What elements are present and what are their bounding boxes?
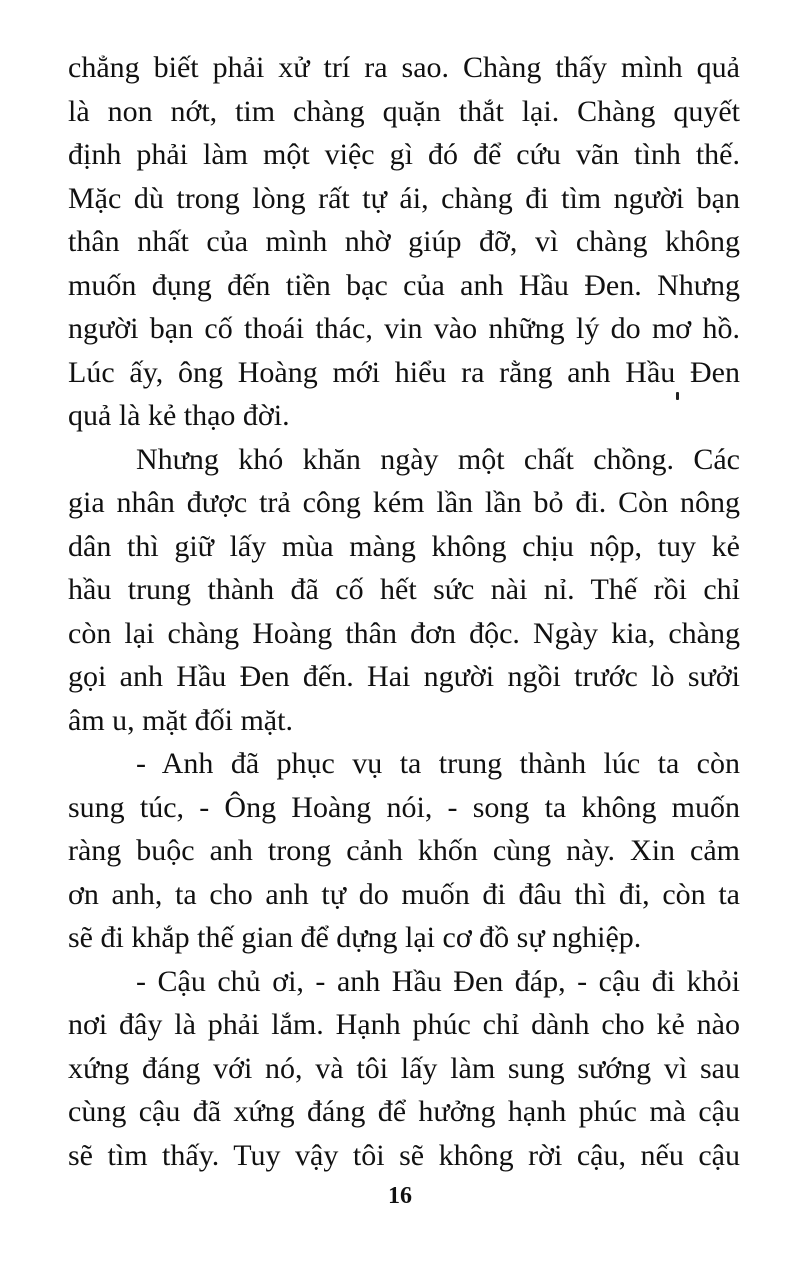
text-line: định phải làm một việc gì đó để cứu vãn tình thế. <box>68 138 740 171</box>
text-line: Lúc ấy, ông Hoàng mới hiểu ra rằng anh Hầu Đen <box>68 355 740 389</box>
text-line: người bạn cố thoái thác, vin vào những lý do mơ hồ. <box>68 312 740 345</box>
dialogue-line: sẽ đi khắp thế gian để dựng lại cơ đồ sự nghiệp. <box>68 921 642 954</box>
text-line: dân thì giữ lấy mùa màng không chịu nộp, tuy kẻ <box>68 529 740 563</box>
dialogue-line: nơi đây là phải lắm. Hạnh phúc chỉ dành cho kẻ nào <box>68 1008 740 1041</box>
dialogue-line: sung túc, - Ông Hoàng nói, - song ta không muốn <box>68 790 740 824</box>
paragraph-3 <box>68 742 740 960</box>
dialogue-line: - Cậu chủ ơi, - anh Hầu Đen đáp, - cậu đi khỏi <box>136 964 740 998</box>
text-line: Mặc dù trong lòng rất tự ái, chàng đi tìm người bạn <box>68 181 740 215</box>
text-line: âm u, mặt đối mặt. <box>68 703 293 737</box>
page-number: 16 <box>388 1183 412 1209</box>
text-line: Nhưng khó khăn ngày một chất chồng. Các <box>136 442 740 476</box>
text-line: muốn đụng đến tiền bạc của anh Hầu Đen. Nhưng <box>68 268 740 302</box>
scan-artifact <box>676 392 679 400</box>
text-line: thân nhất của mình nhờ giúp đỡ, vì chàng không <box>68 225 740 258</box>
text-line: hầu trung thành đã cố hết sức nài nỉ. Thế rồi chỉ <box>68 573 740 606</box>
text-line: gọi anh Hầu Đen đến. Hai người ngồi trước lò sưởi <box>68 660 740 693</box>
text-line: quả là kẻ thạo đời. <box>68 399 290 432</box>
text-line: chẳng biết phải xử trí ra sao. Chàng thấy mình quả <box>68 51 740 84</box>
dialogue-line: ơn anh, ta cho anh tự do muốn đi đâu thì đi, còn ta <box>68 877 740 911</box>
text-line: gia nhân được trả công kém lần lần bỏ đi. Còn nông <box>68 486 740 519</box>
text-line: còn lại chàng Hoàng thân đơn độc. Ngày kia, chàng <box>68 616 740 650</box>
paragraph-4 <box>68 960 740 1178</box>
body-text <box>68 46 740 1177</box>
dialogue-line: - Anh đã phục vụ ta trung thành lúc ta còn <box>136 747 740 780</box>
dialogue-line: xứng đáng với nó, và tôi lấy làm sung sướng vì sau <box>68 1051 740 1085</box>
dialogue-line: ràng buộc anh trong cảnh khốn cùng này. Xin cảm <box>68 834 740 867</box>
paragraph-2 <box>68 438 740 743</box>
dialogue-line: cùng cậu đã xứng đáng để hưởng hạnh phúc mà cậu <box>68 1095 740 1128</box>
paragraph-1 <box>68 46 740 438</box>
text-line: là non nớt, tim chàng quặn thắt lại. Chàng quyết <box>68 94 740 128</box>
dialogue-line: sẽ tìm thấy. Tuy vậy tôi sẽ không rời cậu, nếu cậu <box>68 1138 740 1172</box>
